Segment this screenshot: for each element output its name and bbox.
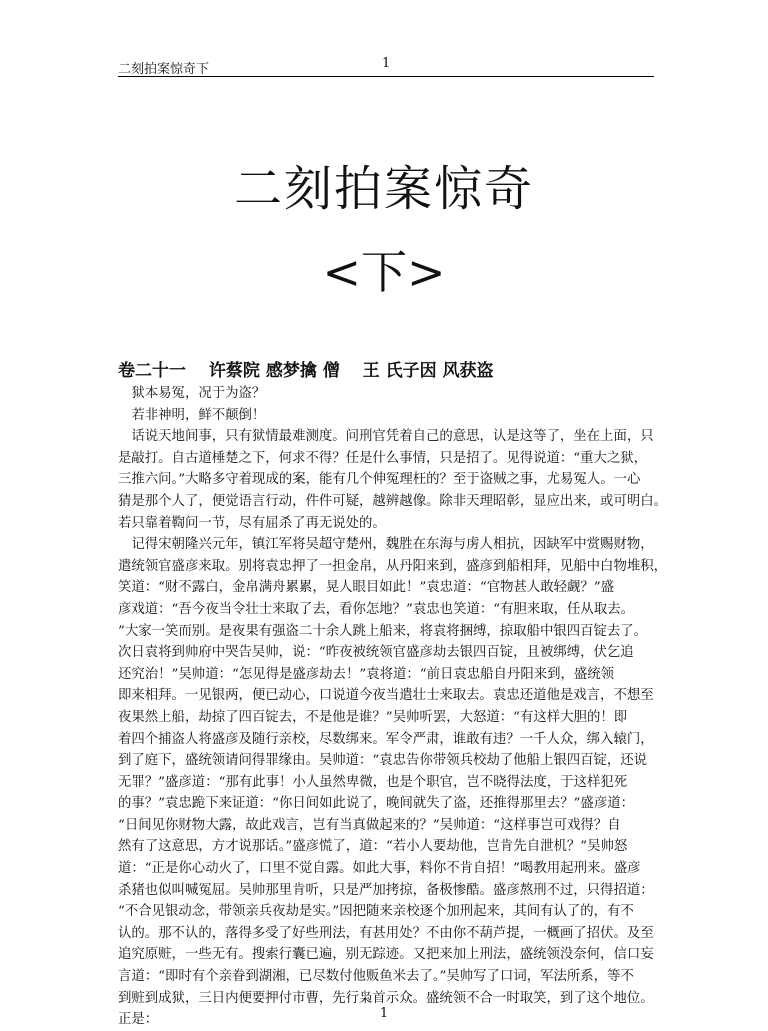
text-line: 彦戏道：“吾今夜当令壮士来取了去，看你怎地？”袁忠也笑道：“有胆来取，任从取去。 [118,601,634,617]
text-line: 笑道：“财不露白，金帛满舟累累，晃人眼目如此！”袁忠道：“官物甚人敢轻觑？”盛 [118,580,615,596]
text-line: 言道：“即时有个亲眷到湖湘，已尽数付他贩鱼米去了。”吴帅写了口词，军法所系，等不 [118,969,634,985]
text-line: 三推六问。”大略多守着现成的案，能有几个伸冤理枉的？至于盗贼之事，尤易冤人。一心 [118,472,641,488]
text-line: 若只靠着鞫问一节，尽有屈杀了再无说处的。 [118,515,386,531]
text-line: 狱本易冤，况于为盗？ [118,386,266,401]
chapter-heading: 卷二十一 许蔡院 感梦擒 僧 王 氏子因 风获盗 [118,361,494,381]
text-line: 话说天地间事，只有狱情最难测度。问刑官凭着自己的意思，认是这等了，坐在上面，只 [118,429,654,445]
text-line: 若非神明，鲜不颠倒！ [118,407,266,423]
header-book-title: 二刻拍案惊奇下 [118,62,210,77]
text-line: 记得宋朝隆兴元年，镇江军将吴超守楚州，魏胜在东海与虏人相抗，因缺军中赏赐财物， [118,537,654,553]
text-line: 到赃到成狱，三日内便要押付市曹，先行枭首示众。盛统领不合一时取笑，到了这个地位。 [118,990,654,1006]
body-text [118,383,668,1031]
volume-subtitle: <下> [322,245,446,299]
text-line: 是敲打。自古道棰楚之下，何求不得？任是什么事情，只是招了。见得说道：“重大之狱， [118,450,648,466]
text-line: “不合见银动念，带领亲兵夜劫是实。”因把随来亲校逐个加刑起来，其间有认了的，有不 [118,904,634,920]
text-line: 猜是那个人了，便觉语言行动，件件可疑，越辨越像。除非天理昭彰，显应出来，或可明白。 [118,493,668,509]
text-line: 还究治！”吴帅道：“怎见得是盛彦劫去！”袁将道：“前日袁忠船自丹阳来到，盛统领 [118,666,615,682]
text-line: 杀猪也似叫喊冤屈。吴帅那里肯听，只是严加拷掠，备极惨酷。盛彦熬刑不过，只得招道： [118,882,654,898]
text-line: 然有了这意思，方才说那话。”盛彦慌了，道：“若小人要劫他，岂肯先自泄机？”吴帅怒 [118,839,628,855]
text-line: 的事？”袁忠跪下来证道：“你日间如此说了，晚间就失了盗，还推得那里去？”盛彦道： [118,796,634,812]
text-line: 道：“正是你心动火了，口里不觉自露。如此大事，料你不肯自招！”喝教用起刑来。盛彦 [118,861,641,877]
text-line: ”大家一笑而别。是夜果有强盗二十余人跳上船来，将袁将捆缚，掠取船中银四百锭去了。 [118,623,648,639]
text-line: 认的。那不认的，落得多受了好些刑法，有甚用处？不由你不葫芦提，一概画了招伏。及至 [118,925,654,941]
text-line: 无罪？”盛彦道：“那有此事！小人虽然卑微，也是个职官，岂不晓得法度，于这样犯死 [118,774,628,790]
header-page-number: 1 [382,56,391,71]
book-title: 二刻拍案惊奇 [233,161,534,217]
footer-page-number: 1 [379,1006,389,1021]
text-line: 着四个捕盗人将盛彦及随行亲校，尽数绑来。军令严肃，谁敢有违？一千人众，绑入辕门， [118,731,654,747]
text-line: “日间见你财物大露，故此戏言，岂有当真做起来的？”吴帅道：“这样事岂可戏得？自 [118,817,621,833]
text-line: 到了庭下，盛统领请问得罪缘由。吴帅道：“袁忠告你带领兵校劫了他船上银四百锭，还说 [118,753,648,769]
text-line: 追究原赃，一些无有。搜索行囊已遍，别无踪迹。又把来加上刑法，盛统领没奈何，信口妄 [118,947,654,963]
text-line: 次日袁将到帅府中哭告吴帅，说：“昨夜被统领官盛彦劫去银四百锭，且被绑缚，伏乞追 [118,645,634,661]
text-line: 夜果然上船，劫掠了四百锭去，不是他是谁？”吴帅听罢，大怒道：“有这样大胆的！即 [118,709,628,725]
text-line: 即来相拜。一见银两，便已动心，口说道今夜当遣壮士来取去。袁忠还道他是戏言，不想至 [118,688,654,704]
running-header [118,56,654,77]
text-line: 遣统领官盛彦来取。别将袁忠押了一担金帛，从丹阳来到，盛彦到船相拜，见船中白物堆积， [118,558,668,574]
text-line: 正是： [118,1012,159,1028]
